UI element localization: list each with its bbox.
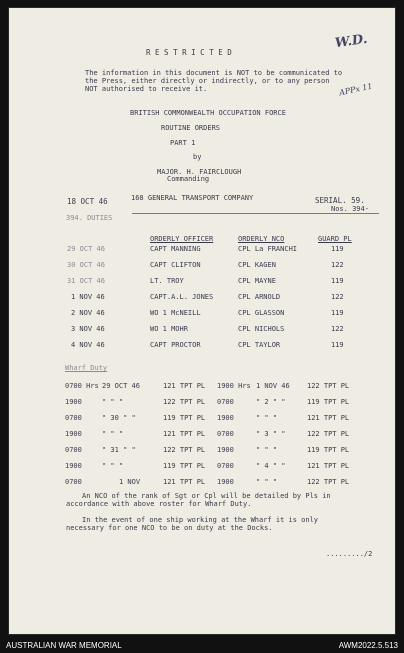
- duty-guard: 122: [331, 325, 344, 333]
- wharf-date: 29 OCT 46: [102, 382, 140, 390]
- wharf-time: 1900: [65, 462, 82, 470]
- notice-line-2: the Press, either directly or indirectly, or to any person: [85, 77, 330, 85]
- author-role: Commanding: [167, 175, 210, 183]
- duty-date: 30 OCT 46: [67, 261, 105, 269]
- duty-date: 2 NOV 46: [71, 309, 105, 317]
- duty-guard: 122: [331, 293, 344, 301]
- continued-marker: ........./2: [326, 550, 373, 558]
- by-label: by: [193, 153, 202, 161]
- handwritten-date-note: APPx 11: [338, 81, 374, 98]
- duty-nco: CPL ARNOLD: [238, 293, 281, 301]
- wharf-date: " 30 " ": [102, 414, 136, 422]
- archive-footer: [0, 638, 404, 653]
- wharf-time: 0700: [65, 446, 82, 454]
- duty-nco: CPL TAYLOR: [238, 341, 281, 349]
- duty-date: 4 NOV 46: [71, 341, 105, 349]
- wharf-time: 0700 Hrs: [65, 382, 99, 390]
- archive-reference: AWM2022.5.513: [338, 641, 398, 650]
- company-name: 168 GENERAL TRANSPORT COMPANY: [131, 194, 254, 202]
- wharf-date: " " ": [102, 430, 124, 438]
- duty-date: 29 OCT 46: [67, 245, 105, 253]
- wharf-platoon: 121 TPT PL: [163, 478, 206, 486]
- restricted-heading: R E S T R I C T E D: [146, 48, 232, 57]
- wharf-platoon: 121 TPT PL: [163, 430, 206, 438]
- duty-nco: CPL KAGEN: [238, 261, 276, 269]
- wharf-date: " " ": [102, 462, 124, 470]
- duties-heading: 394. DUTIES: [66, 214, 113, 222]
- duty-officer: CAPT CLIFTON: [150, 261, 201, 269]
- wharf-platoon: 121 TPT PL: [307, 462, 350, 470]
- wharf-date: 1 NOV: [119, 478, 141, 486]
- author-name: MAJOR. H. FAIRCLOUGH: [157, 168, 242, 176]
- duty-officer: CAPT PROCTOR: [150, 341, 201, 349]
- wharf-date: 1 NOV 46: [256, 382, 290, 390]
- duty-guard: 122: [331, 261, 344, 269]
- header-rule: [132, 213, 379, 214]
- duty-date: 3 NOV 46: [71, 325, 105, 333]
- duty-officer: CAPT.A.L. JONES: [150, 293, 214, 301]
- wharf-time: 1900: [65, 398, 82, 406]
- duty-nco: CPL MAYNE: [238, 277, 276, 285]
- wharf-time: 0700: [65, 478, 82, 486]
- wharf-time: 1900: [217, 446, 234, 454]
- col-orderly-nco: ORDERLY NCO: [238, 235, 285, 243]
- wharf-platoon: 122 TPT PL: [307, 430, 350, 438]
- wharf-date: " " ": [256, 478, 278, 486]
- duty-guard: 119: [331, 277, 344, 285]
- duty-date: 1 NOV 46: [71, 293, 105, 301]
- wharf-platoon: 122 TPT PL: [307, 382, 350, 390]
- note-1-line-1: An NCO of the rank of Sgt or Cpl will be detailed by Pls in: [82, 492, 331, 500]
- wharf-date: " " ": [256, 446, 278, 454]
- duty-nco: CPL NICHOLS: [238, 325, 285, 333]
- force-title: BRITISH COMMONWEALTH OCCUPATION FORCE: [130, 109, 286, 117]
- wharf-date: " " ": [102, 398, 124, 406]
- wharf-platoon: 119 TPT PL: [307, 446, 350, 454]
- wharf-date: " 3 " ": [256, 430, 286, 438]
- notice-line-3: NOT authorised to receive it.: [85, 85, 208, 93]
- wharf-time: 1900 Hrs: [217, 382, 251, 390]
- wharf-date: " 4 " ": [256, 462, 286, 470]
- wharf-platoon: 122 TPT PL: [163, 398, 206, 406]
- col-orderly-officer: ORDERLY OFFICER: [150, 235, 214, 243]
- wharf-platoon: 119 TPT PL: [163, 462, 206, 470]
- wharf-heading: Wharf Duty: [65, 364, 108, 372]
- note-1-line-2: accordance with above roster for Wharf Duty.: [66, 500, 252, 508]
- wharf-platoon: 122 TPT PL: [307, 478, 350, 486]
- orders-title: ROUTINE ORDERS: [161, 124, 221, 132]
- note-2-line-2: necessary for one NCO to be on duty at the Docks.: [66, 524, 273, 532]
- wharf-date: " " ": [256, 414, 278, 422]
- note-2-line-1: In the event of one ship working at the Wharf it is only: [82, 516, 319, 524]
- wharf-time: 1900: [217, 414, 234, 422]
- archive-source: AUSTRALIAN WAR MEMORIAL: [6, 641, 122, 650]
- wharf-time: 0700: [217, 398, 234, 406]
- duty-nco: CPL GLASSON: [238, 309, 285, 317]
- wharf-time: 0700: [217, 430, 234, 438]
- wharf-platoon: 122 TPT PL: [163, 446, 206, 454]
- document-page: [9, 8, 395, 634]
- duty-guard: 119: [331, 309, 344, 317]
- notice-line-1: The information in this document is NOT to be communicated to: [85, 69, 343, 77]
- part-title: PART 1: [170, 139, 196, 147]
- wharf-platoon: 121 TPT PL: [163, 382, 206, 390]
- duty-date: 31 OCT 46: [67, 277, 105, 285]
- col-guard-pl: GUARD PL: [318, 235, 352, 243]
- wharf-time: 1900: [217, 478, 234, 486]
- wharf-date: " 2 " ": [256, 398, 286, 406]
- wharf-time: 0700: [65, 414, 82, 422]
- wharf-time: 1900: [65, 430, 82, 438]
- duty-guard: 119: [331, 341, 344, 349]
- order-numbers: Nos. 394-: [331, 205, 369, 213]
- wharf-platoon: 119 TPT PL: [307, 398, 350, 406]
- duty-officer: CAPT MANNING: [150, 245, 201, 253]
- duty-nco: CPL La FRANCHI: [238, 245, 298, 253]
- duty-officer: LT. TROY: [150, 277, 184, 285]
- wharf-platoon: 121 TPT PL: [307, 414, 350, 422]
- wharf-platoon: 119 TPT PL: [163, 414, 206, 422]
- duty-officer: WO 1 McNEILL: [150, 309, 201, 317]
- duty-officer: WO 1 MOHR: [150, 325, 188, 333]
- duty-guard: 119: [331, 245, 344, 253]
- handwritten-initials: W.D.: [334, 31, 369, 52]
- wharf-time: 0700: [217, 462, 234, 470]
- wharf-date: " 31 " ": [102, 446, 136, 454]
- serial-number: SERIAL. 59.: [315, 196, 365, 205]
- order-date: 18 OCT 46: [67, 197, 108, 206]
